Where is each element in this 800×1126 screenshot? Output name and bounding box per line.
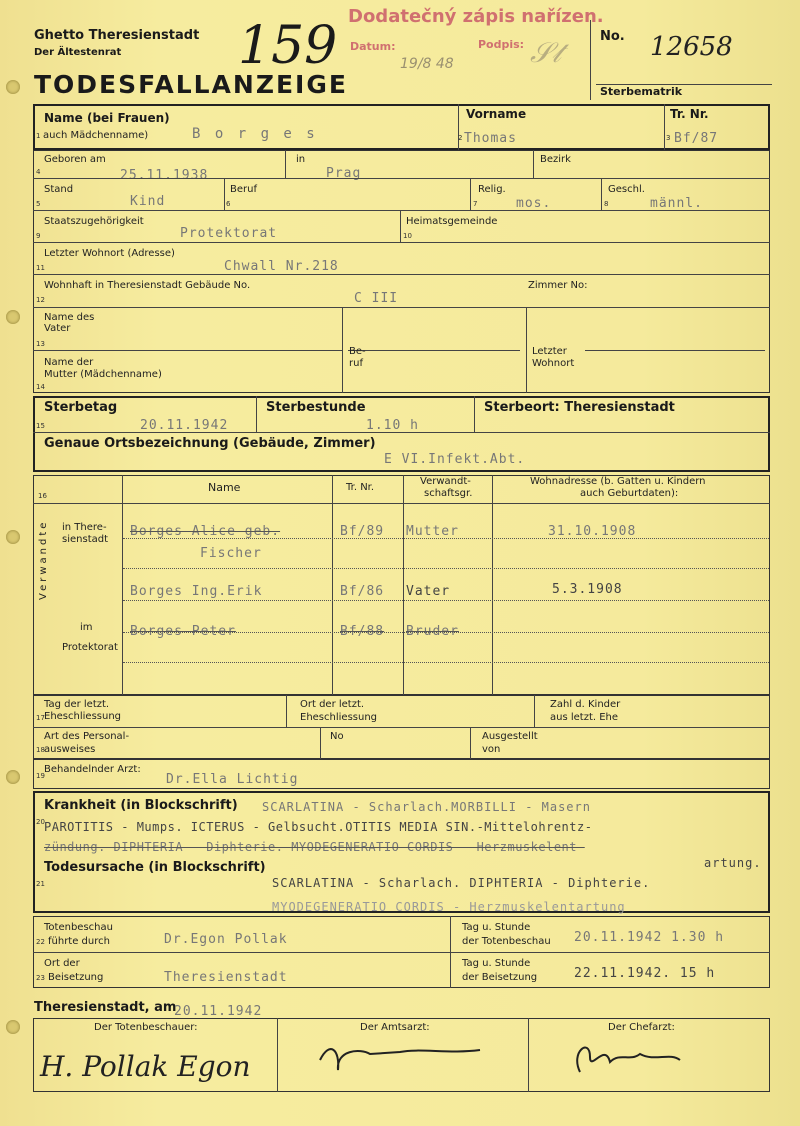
- wohnhaft-value: C III: [354, 291, 399, 306]
- field-number: 12: [36, 296, 45, 304]
- divider: [470, 727, 471, 759]
- field-number: 2: [458, 134, 463, 142]
- vorname-label: Vorname: [466, 107, 527, 121]
- sig-label-totenbeschauer: Der Totenbeschauer:: [94, 1022, 198, 1033]
- divider: [320, 727, 321, 759]
- divider: [348, 350, 520, 351]
- group-1-line-1: in There-: [62, 522, 107, 533]
- table-row-name-cont: Fischer: [200, 546, 262, 561]
- col-addr-1: Wohnadresse (b. Gatten u. Kindern: [530, 476, 706, 487]
- sterbetag-label: Sterbetag: [44, 400, 118, 415]
- totenbeschau-label-1: Totenbeschau: [44, 922, 113, 933]
- ehe-tag-label-1: Tag der letzt.: [44, 699, 110, 710]
- kinder-label-2: aus letzt. Ehe: [550, 712, 619, 723]
- sterbematrik-label: Sterbematrik: [600, 85, 683, 98]
- divider: [474, 396, 475, 432]
- ehe-tag-label-2: Eheschliessung: [44, 711, 122, 722]
- bezirk-label: Bezirk: [540, 154, 571, 165]
- divider: [224, 178, 225, 210]
- place-date-value: 20.11.1942: [174, 1004, 263, 1019]
- divider: [458, 104, 459, 150]
- ausgestellt-label-1: Ausgestellt: [482, 731, 538, 742]
- table-row-name: Borges Peter: [130, 624, 236, 639]
- ehe-ort-label-1: Ort der letzt.: [300, 699, 365, 710]
- field-number: 14: [36, 383, 45, 391]
- field-number: 6: [226, 200, 231, 208]
- no-value: 12658: [650, 32, 733, 62]
- divider: [123, 662, 769, 663]
- divider: [33, 503, 770, 504]
- table-row-name: Borges Ing.Erik: [130, 584, 263, 599]
- divider: [286, 695, 287, 727]
- wohnort-value: Chwall Nr.218: [224, 259, 339, 274]
- staat-label: Staatszugehörigkeit: [44, 216, 144, 227]
- divider: [33, 274, 770, 275]
- tag-bs-label-1: Tag u. Stunde: [462, 958, 531, 969]
- table-row-name: Borges Alice geb.: [130, 524, 281, 539]
- staat-value: Protektorat: [180, 226, 278, 241]
- divider: [470, 178, 471, 210]
- table-row-trnr: Bf/89: [340, 524, 385, 539]
- divider: [33, 242, 770, 243]
- divider: [526, 307, 527, 393]
- field-number: 3: [666, 134, 671, 142]
- ortsbez-value: E VI.Infekt.Abt.: [384, 452, 526, 467]
- beisetzung-label-2: Beisetzung: [48, 972, 104, 983]
- field-number: 4: [36, 168, 41, 176]
- org-line-2: Der Ältestenrat: [34, 47, 122, 58]
- col-verw-2: schaftsgr.: [424, 488, 473, 499]
- col-addr-2: auch Geburtdaten):: [580, 488, 679, 499]
- divider: [33, 210, 770, 211]
- divider: [33, 178, 770, 179]
- sterbestunde-value: 1.10 h: [366, 418, 419, 433]
- mutter-label-1: Name der: [44, 357, 94, 368]
- arzt-label: Behandelnder Arzt:: [44, 764, 141, 775]
- ortsbez-label: Genaue Ortsbezeichnung (Gebäude, Zimmer): [44, 436, 376, 451]
- org-line-1: Ghetto Theresienstadt: [34, 28, 200, 43]
- field-number: 20: [36, 818, 45, 826]
- field-number: 19: [36, 772, 45, 780]
- field-number: 8: [604, 200, 609, 208]
- zimmer-label: Zimmer No:: [528, 280, 588, 291]
- totenbeschau-value: Dr.Egon Pollak: [164, 932, 288, 947]
- name-value: B o r g e s: [192, 126, 318, 142]
- letzter-label-2: Wohnort: [532, 358, 575, 369]
- ausgestellt-label-2: von: [482, 744, 501, 755]
- group-2-line-2: Protektorat: [62, 642, 118, 653]
- col-verw-1: Verwandt-: [420, 476, 471, 487]
- table-row-verw: Mutter: [406, 524, 459, 539]
- krankheit-line-1: SCARLATINA - Scharlach.MORBILLI - Masern: [262, 800, 591, 814]
- stand-value: Kind: [130, 194, 166, 209]
- name-label: Name (bei Frauen): [44, 111, 170, 125]
- krankheit-line-3: zündung. DIPHTERIA - Diphterie. MYODEGENERATIO CORDIS - Herzmuskelent-: [44, 840, 585, 854]
- field-number: 10: [403, 232, 412, 240]
- field-number: 23: [36, 974, 45, 982]
- no-label: No.: [600, 29, 625, 44]
- sterbestunde-label: Sterbestunde: [266, 400, 366, 415]
- punch-hole: [6, 530, 20, 544]
- personal-grid: [33, 150, 770, 393]
- sterbeort-label: Sterbeort: Theresienstadt: [484, 400, 675, 415]
- place-date-label: Theresienstadt, am: [34, 1000, 177, 1015]
- trnr-label: Tr. Nr.: [670, 107, 709, 121]
- name-sublabel: auch Mädchenname): [43, 130, 149, 141]
- tag-bs-label-2: der Beisetzung: [462, 972, 538, 983]
- mutter-label-2: Mutter (Mädchenname): [44, 369, 162, 380]
- divider: [277, 1018, 278, 1092]
- letzter-label-1: Letzter: [532, 346, 567, 357]
- ausweis-no-label: No: [330, 731, 344, 742]
- kinder-label-1: Zahl d. Kinder: [550, 699, 621, 710]
- form-title: TODESFALLANZEIGE: [34, 70, 348, 99]
- table-row-trnr: Bf/86: [340, 584, 385, 599]
- field-number: 18: [36, 746, 45, 754]
- todes-line-1: SCARLATINA - Scharlach. DIPHTERIA - Diphterie.: [272, 876, 651, 890]
- field-number: 11: [36, 264, 45, 272]
- field-number: 16: [38, 492, 47, 500]
- field-number: 21: [36, 880, 45, 888]
- krankheit-label: Krankheit (in Blockschrift): [44, 798, 238, 813]
- punch-hole: [6, 1020, 20, 1034]
- tag-bs-value: 22.11.1942. 15 h: [574, 966, 716, 981]
- beruf-label: Beruf: [230, 184, 257, 195]
- stand-label: Stand: [44, 184, 74, 195]
- wohnort-label: Letzter Wohnort (Adresse): [44, 248, 175, 259]
- signature-totenbeschauer: H. Pollak Egon: [40, 1050, 251, 1083]
- beisetzung-label-1: Ort der: [44, 958, 80, 969]
- table-row-addr: 5.3.1908: [552, 582, 623, 597]
- table-row-trnr: Bf/88: [340, 624, 385, 639]
- in-value: Prag: [326, 166, 362, 181]
- signature-chefarzt-image: [560, 1032, 760, 1082]
- punch-hole: [6, 770, 20, 784]
- todes-line-2: MYODEGENERATIO CORDIS - Herzmuskelentartung: [272, 900, 626, 914]
- divider: [285, 150, 286, 178]
- signature-amtsarzt-image: [300, 1030, 500, 1080]
- field-number: 17: [36, 714, 45, 722]
- divider: [533, 150, 534, 178]
- divider: [123, 568, 769, 569]
- heimat-label: Heimatsgemeinde: [406, 216, 498, 227]
- relatives-side-label: Verwandte: [38, 519, 49, 600]
- tag-tb-label-1: Tag u. Stunde: [462, 922, 531, 933]
- field-number: 5: [36, 200, 41, 208]
- tag-tb-value: 20.11.1942 1.30 h: [574, 930, 725, 945]
- table-row-verw: Bruder: [406, 624, 459, 639]
- handwritten-number: 159: [238, 16, 338, 76]
- sig-label-chefarzt: Der Chefarzt:: [608, 1022, 675, 1033]
- col-trnr: Tr. Nr.: [346, 482, 375, 493]
- divider: [33, 350, 342, 351]
- vorname-value: Thomas: [464, 131, 517, 146]
- beruf2-label-2: ruf: [349, 358, 363, 369]
- relig-value: mos.: [516, 196, 552, 211]
- divider: [256, 396, 257, 432]
- geschl-value: männl.: [650, 196, 703, 211]
- divider: [450, 916, 451, 988]
- relig-label: Relig.: [478, 184, 506, 195]
- group-2-line-1: im: [80, 622, 93, 633]
- sig-label-amtsarzt: Der Amtsarzt:: [360, 1022, 430, 1033]
- ausweis-label-1: Art des Personal-: [44, 731, 130, 742]
- trnr-value: Bf/87: [674, 131, 719, 146]
- vater-label-1: Name des: [44, 312, 95, 323]
- divider: [664, 104, 665, 150]
- divider: [528, 1018, 529, 1092]
- faint-signature: 𝒮𝓉: [530, 36, 562, 69]
- ausweis-label-2: ausweises: [44, 744, 96, 755]
- table-row-verw: Vater: [406, 584, 451, 599]
- geboren-value: 25.11.1938: [120, 168, 209, 183]
- punch-hole: [6, 310, 20, 324]
- divider: [33, 952, 770, 953]
- divider: [123, 600, 769, 601]
- in-label: in: [296, 154, 306, 165]
- totenbeschau-label-2: führte durch: [48, 936, 110, 947]
- divider: [342, 307, 343, 393]
- field-number: 1: [36, 132, 41, 140]
- beruf2-label-1: Be-: [349, 346, 366, 357]
- table-row-addr: 31.10.1908: [548, 524, 637, 539]
- field-number: 7: [473, 200, 478, 208]
- col-name: Name: [208, 481, 241, 494]
- arzt-row: [33, 759, 770, 789]
- beisetzung-value: Theresienstadt: [164, 970, 288, 985]
- krankheit-line-4: artung.: [704, 856, 762, 870]
- field-number: 22: [36, 938, 45, 946]
- tag-tb-label-2: der Totenbeschau: [462, 936, 551, 947]
- stamp-datum: Datum:: [350, 40, 396, 53]
- stamp-podpis: Podpis:: [478, 38, 525, 51]
- arzt-value: Dr.Ella Lichtig: [166, 772, 299, 787]
- krankheit-line-2: PAROTITIS - Mumps. ICTERUS - Gelbsucht.OTITIS MEDIA SIN.-Mittelohrentz-: [44, 820, 593, 834]
- divider: [400, 210, 401, 242]
- pencil-date: 19/8 48: [400, 56, 454, 72]
- sterbetag-value: 20.11.1942: [140, 418, 229, 433]
- divider: [33, 307, 770, 308]
- ehe-ort-label-2: Eheschliessung: [300, 712, 378, 723]
- group-1-line-2: sienstadt: [62, 534, 109, 545]
- vater-label-2: Vater: [44, 323, 71, 334]
- geschl-label: Geschl.: [608, 184, 645, 195]
- divider: [534, 695, 535, 727]
- wohnhaft-label: Wohnhaft in Theresienstadt Gebäude No.: [44, 280, 251, 291]
- field-number: 9: [36, 232, 41, 240]
- stamp-line: Dodatečný zápis nařízen.: [348, 6, 604, 27]
- punch-hole: [6, 80, 20, 94]
- todesursache-label: Todesursache (in Blockschrift): [44, 860, 266, 875]
- field-number: 15: [36, 422, 45, 430]
- field-number: 13: [36, 340, 45, 348]
- header-divider: [590, 20, 591, 100]
- divider: [33, 727, 770, 728]
- divider: [601, 178, 602, 210]
- geboren-label: Geboren am: [44, 154, 106, 165]
- divider: [585, 350, 765, 351]
